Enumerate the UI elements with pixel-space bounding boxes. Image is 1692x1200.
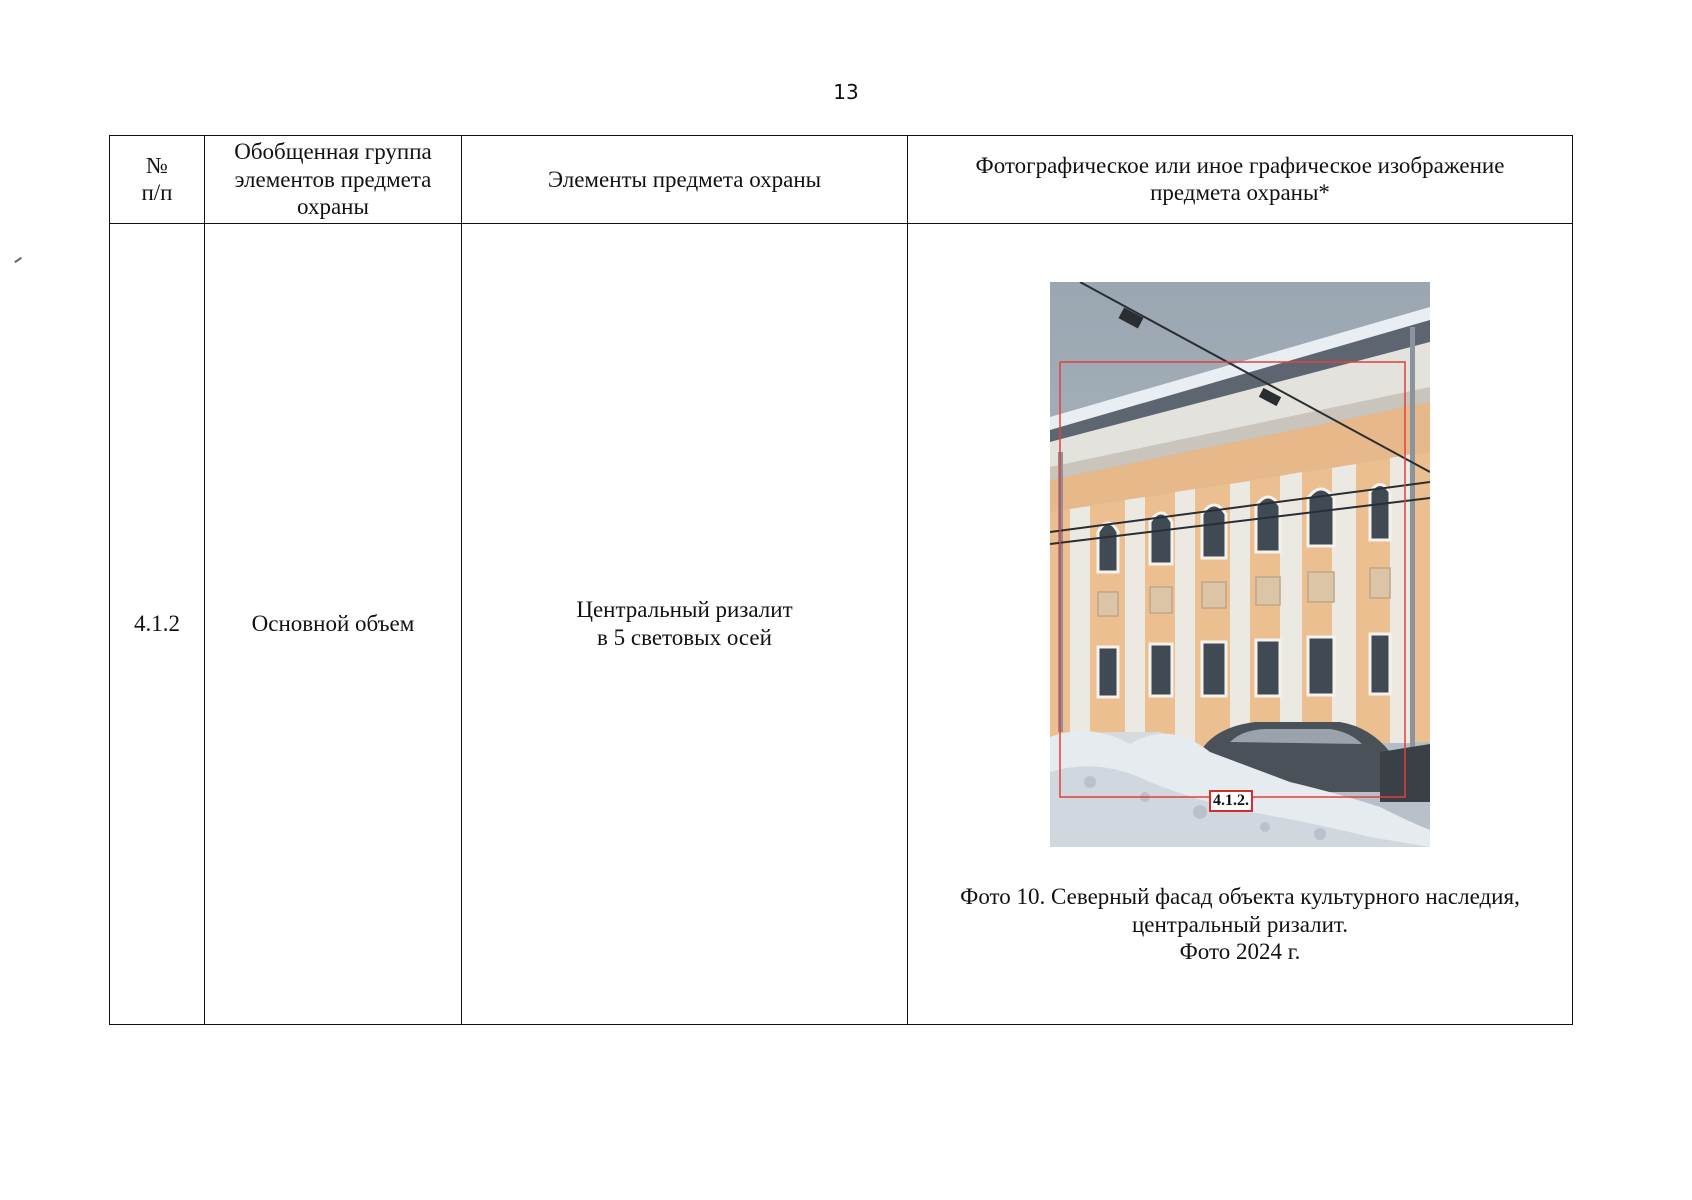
header-photo: Фотографическое или иное графическое изображение предмета охраны* xyxy=(908,136,1573,224)
header-elements: Элементы предмета охраны xyxy=(462,136,908,224)
row-group: Основной объем xyxy=(205,223,462,1024)
scan-artifact xyxy=(14,257,21,263)
table-header-row xyxy=(110,136,1573,224)
row-photo xyxy=(908,223,1573,1024)
photo-marker-label: 4.1.2. xyxy=(1209,790,1253,812)
row-elements: Центральный ризалит в 5 световых осей xyxy=(462,223,908,1024)
photo-caption: Фото 10. Северный фасад объекта культурного наследия, центральный ризалит. Фото 2024 г. xyxy=(960,884,1520,965)
page-number: 13 xyxy=(833,80,859,104)
protection-table xyxy=(109,135,1573,1025)
row-num: 4.1.2 xyxy=(110,223,205,1024)
table-row xyxy=(110,223,1573,1024)
header-group: Обобщенная группа элементов предмета охраны xyxy=(205,136,462,224)
header-num: № п/п xyxy=(110,136,205,224)
facade-photo xyxy=(1050,282,1430,847)
